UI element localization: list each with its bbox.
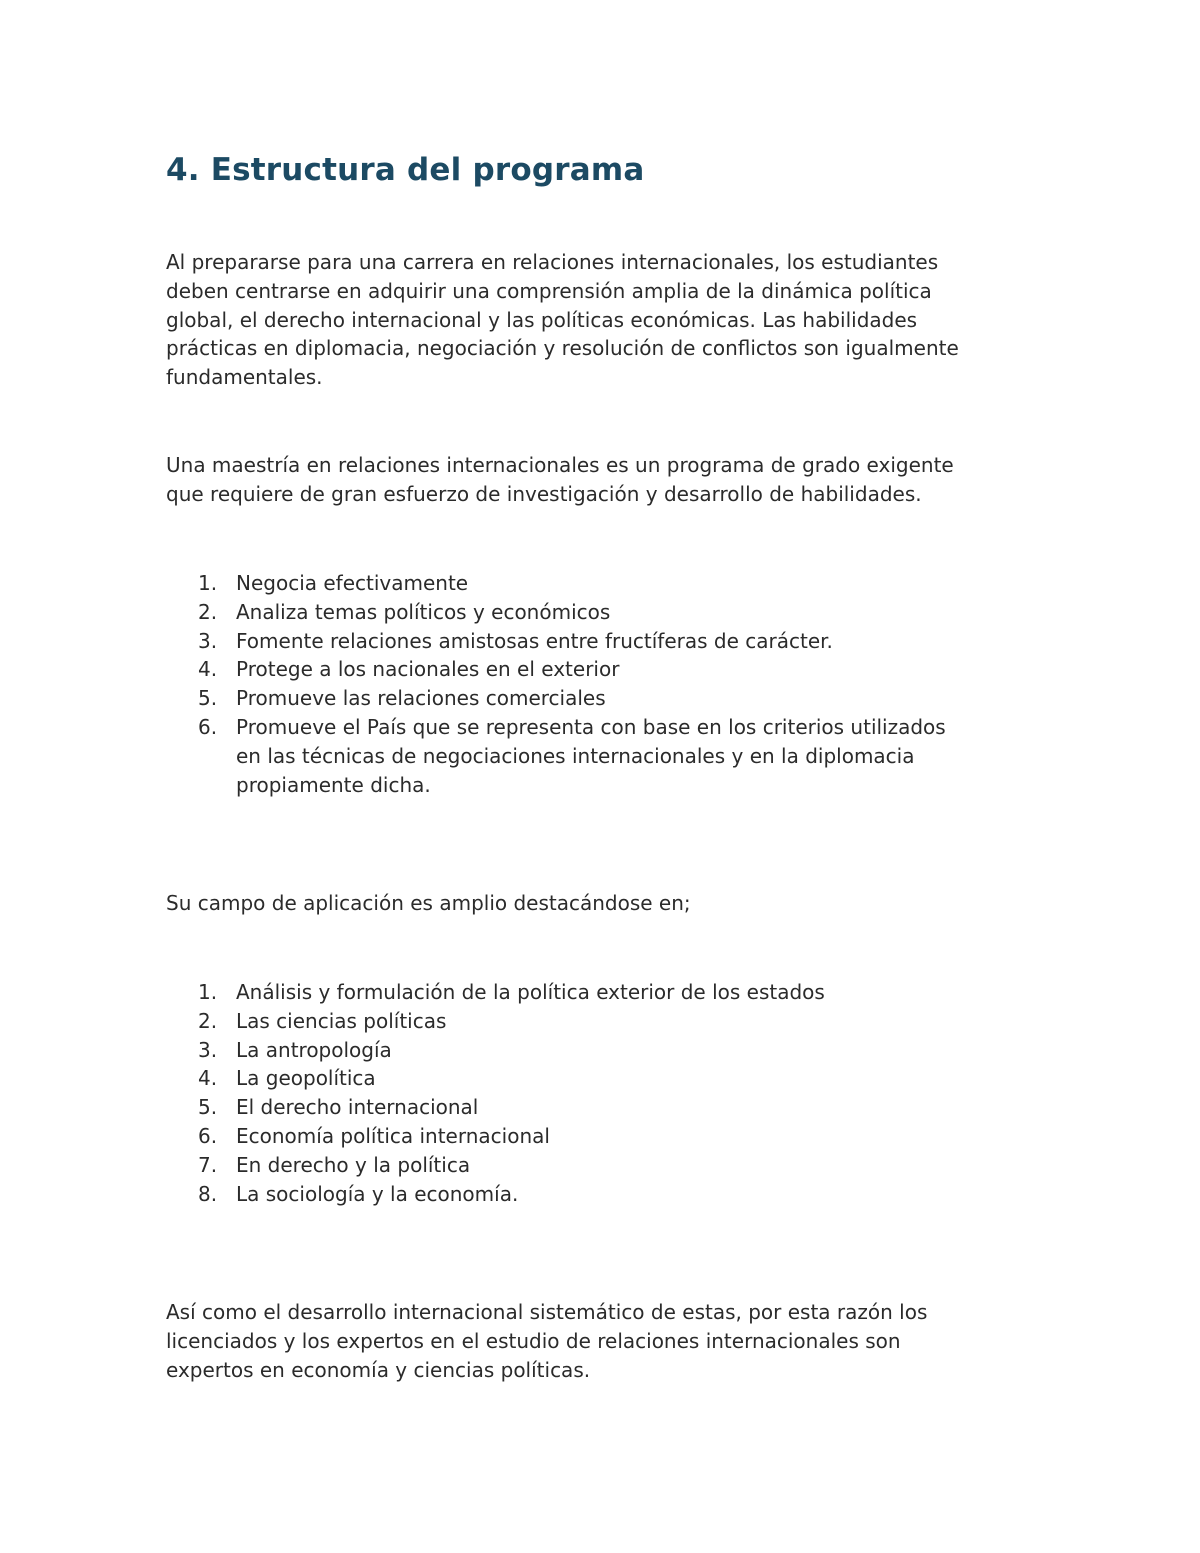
paragraph-line: Así como el desarrollo internacional sistemático de estas, por esta razón los <box>166 1300 928 1324</box>
list-item <box>166 1036 1046 1065</box>
paragraph-line: que requiere de gran esfuerzo de investigación y desarrollo de habilidades. <box>166 481 922 506</box>
list-item <box>166 1064 1046 1093</box>
list-item-text: La sociología y la economía. <box>236 1181 519 1206</box>
paragraph-line: Al prepararse para una carrera en relaciones internacionales, los estudiantes <box>166 250 939 274</box>
section-heading: 4. Estructura del programa <box>166 152 645 188</box>
field-intro-paragraph <box>166 889 1046 918</box>
list-item-text: Negocia efectivamente <box>236 571 469 595</box>
fields-list <box>166 978 1046 1208</box>
list-number: 3. <box>198 1037 218 1062</box>
list-item-text: Promueve el País que se representa con base en los criterios utilizados <box>236 714 946 739</box>
list-item <box>166 1007 1046 1036</box>
list-item <box>166 598 1046 627</box>
list-number: 6. <box>198 1123 218 1148</box>
list-item-text: Fomente relaciones amistosas entre fructíferas de carácter. <box>236 628 833 653</box>
paragraph-line: Su campo de aplicación es amplio destacándose en; <box>166 891 691 915</box>
list-number: 1. <box>198 980 218 1004</box>
list-number: 1. <box>198 571 218 595</box>
list-item <box>166 978 1046 1007</box>
skills-list <box>166 569 1046 799</box>
list-item-text: Protege a los nacionales en el exterior <box>236 657 620 682</box>
paragraph-line: expertos en economía y ciencias políticas. <box>166 1357 591 1382</box>
list-item <box>166 713 1046 799</box>
list-item <box>166 655 1046 684</box>
list-item-text: La geopolítica <box>236 1066 376 1091</box>
paragraph-line: prácticas en diplomacia, negociación y resolución de conflictos son igualmente <box>166 336 959 361</box>
list-item-text: La antropología <box>236 1037 392 1062</box>
list-number: 4. <box>198 657 218 682</box>
paragraph-line: Una maestría en relaciones internacionales es un programa de grado exigente <box>166 453 954 477</box>
list-item-text: en las técnicas de negociaciones internacionales y en la diplomacia <box>236 743 915 768</box>
list-item <box>166 1093 1046 1122</box>
paragraph-line: global, el derecho internacional y las políticas económicas. Las habilidades <box>166 307 918 332</box>
list-item <box>166 684 1046 713</box>
paragraph-line: fundamentales. <box>166 365 323 390</box>
paragraph-line: licenciados y los expertos en el estudio de relaciones internacionales son <box>166 1328 901 1353</box>
list-item-text: El derecho internacional <box>236 1095 479 1120</box>
list-item-text: Promueve las relaciones comerciales <box>236 686 606 711</box>
closing-paragraph <box>166 1298 1046 1384</box>
list-item <box>166 1151 1046 1180</box>
list-item-text: En derecho y la política <box>236 1152 471 1177</box>
list-item-text: Economía política internacional <box>236 1123 550 1148</box>
list-item <box>166 1122 1046 1151</box>
list-number: 5. <box>198 1095 218 1120</box>
list-item <box>166 569 1046 598</box>
list-item-text: Las ciencias políticas <box>236 1008 447 1033</box>
intro-paragraph <box>166 248 1046 392</box>
paragraph-line: deben centrarse en adquirir una comprensión amplia de la dinámica política <box>166 278 932 303</box>
list-item <box>166 627 1046 656</box>
list-item-text: propiamente dicha. <box>236 772 431 797</box>
list-number: 5. <box>198 686 218 711</box>
list-item-text: Analiza temas políticos y económicos <box>236 599 611 624</box>
list-number: 3. <box>198 628 218 653</box>
list-number: 4. <box>198 1066 218 1091</box>
list-item <box>166 1180 1046 1209</box>
list-number: 2. <box>198 1008 218 1033</box>
list-number: 2. <box>198 599 218 624</box>
list-number: 6. <box>198 714 218 739</box>
list-number: 8. <box>198 1181 218 1206</box>
masters-paragraph <box>166 451 1046 509</box>
list-item-text: Análisis y formulación de la política exterior de los estados <box>236 980 825 1004</box>
list-number: 7. <box>198 1152 218 1177</box>
